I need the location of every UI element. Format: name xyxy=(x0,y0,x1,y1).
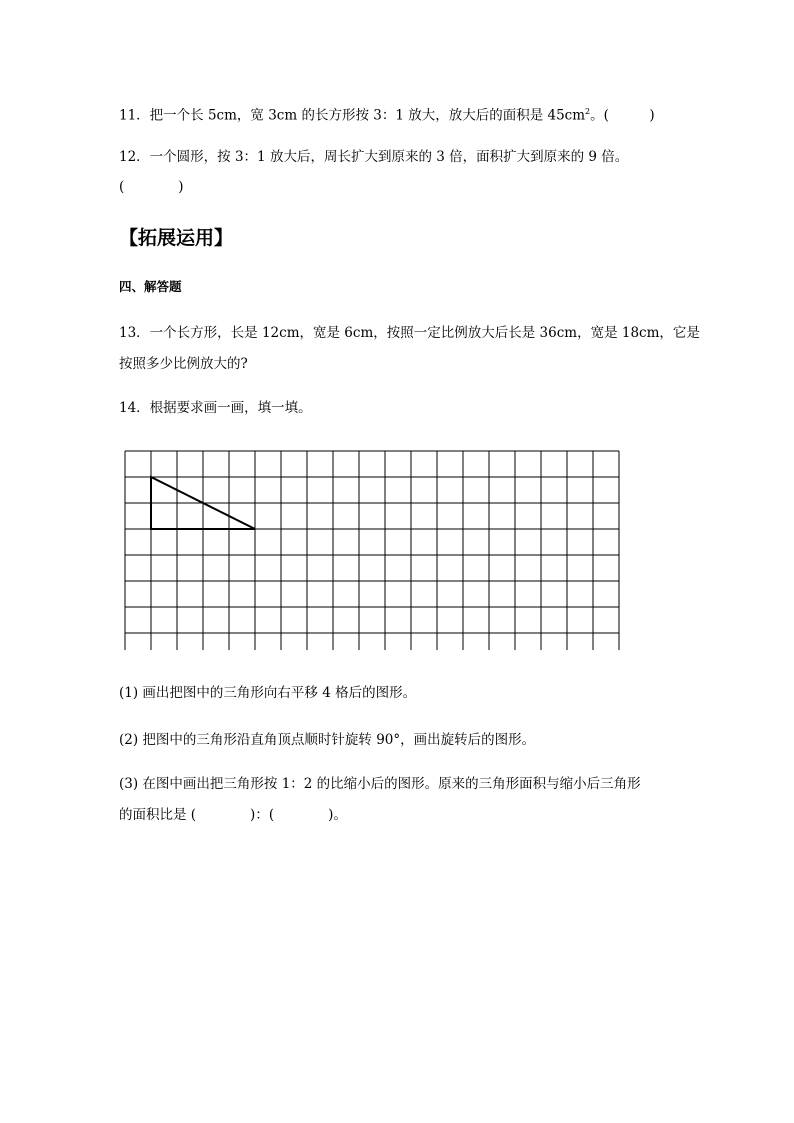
question-14-part-1: (1) 画出把图中的三角形向右平移 4 格后的图形。 xyxy=(119,685,417,701)
question-14: 14．根据要求画一画，填一填。 xyxy=(119,400,312,416)
question-12-line-1: 12．一个圆形，按 3：1 放大后，周长扩大到原来的 3 倍，面积扩大到原来的 9 倍。 xyxy=(119,149,629,165)
question-11-superscript: 2 xyxy=(585,107,591,116)
question-13-line-2: 按照多少比例放大的? xyxy=(119,356,248,372)
question-11-text: 11．把一个长 5cm，宽 3cm 的长方形按 3：1 放大，放大后的面积是 45cm xyxy=(119,107,586,124)
question-11 xyxy=(119,102,655,126)
question-13-line-1: 13．一个长方形，长是 12cm，宽是 6cm，按照一定比例放大后长是 36cm，宽是 18cm，它是 xyxy=(119,325,700,341)
section-title: 【拓展运用】 xyxy=(119,227,234,249)
question-11-answer-blank: 。( ) xyxy=(590,107,655,124)
question-12-answer-blank: ( ) xyxy=(119,179,184,195)
question-14-part-2: (2) 把图中的三角形沿直角顶点顺时针旋转 90°，画出旋转后的图形。 xyxy=(119,732,536,748)
question-14-part-3-line-2: 的面积比是 ( )：( )。 xyxy=(119,807,347,823)
part-heading: 四、解答题 xyxy=(119,279,182,294)
drawing-grid xyxy=(124,450,622,650)
question-14-part-3-line-1: (3) 在图中画出把三角形按 1：2 的比缩小后的图形。原来的三角形面积与缩小后三角形 xyxy=(119,776,641,792)
